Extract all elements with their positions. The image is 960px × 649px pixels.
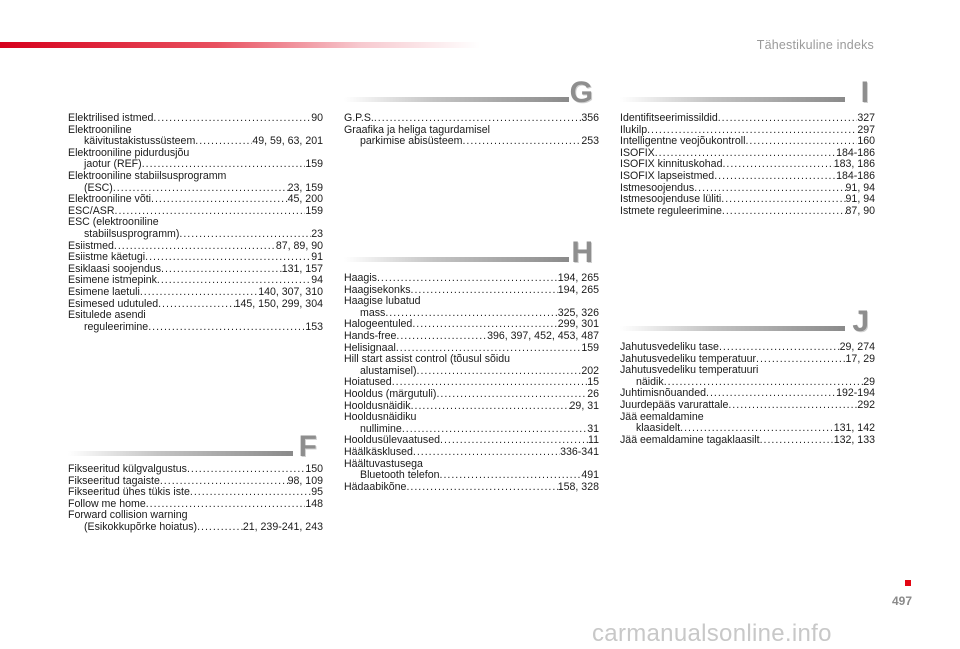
dot-leader (728, 400, 857, 412)
index-entry (344, 459, 599, 482)
dot-leader (153, 113, 311, 125)
index-entry (68, 125, 323, 148)
dot-leader (718, 113, 858, 125)
header-accent-bar (0, 42, 480, 48)
index-term: Jahutusvedeliku tase (620, 341, 719, 353)
index-entry (620, 206, 875, 218)
index-line (620, 342, 875, 354)
index-term: käivitustakistussüsteem (84, 135, 196, 148)
index-page-ref: 356 (581, 112, 599, 124)
index-term: Haagis (344, 272, 377, 284)
index-entry (344, 447, 599, 459)
index-line (344, 354, 599, 366)
index-entry (344, 113, 599, 125)
index-page-ref: 325, 326 (557, 306, 599, 319)
dot-leader (440, 470, 582, 482)
dot-leader (722, 206, 846, 218)
dot-leader (756, 354, 845, 366)
index-entry (620, 412, 875, 435)
section-header-f (68, 422, 323, 462)
dot-leader (411, 401, 570, 413)
index-page-ref: 15 (587, 376, 599, 389)
index-page-ref: 91 (311, 251, 323, 264)
index-term: ESC (elektrooniline (68, 216, 159, 229)
dot-leader (187, 464, 305, 476)
index-list-h (344, 273, 599, 493)
index-page-ref: 253 (581, 135, 599, 148)
index-list-f (68, 464, 323, 534)
index-line (68, 252, 323, 264)
section-letter-g: G (569, 76, 593, 109)
index-term: Esimesed udutuled (68, 297, 159, 310)
index-entry (344, 354, 599, 377)
index-page-ref: 90 (311, 112, 323, 124)
index-term: Graafika ja heliga tagurdamisel (344, 123, 491, 136)
index-term: Hooldusnäidik (344, 399, 411, 412)
index-line (68, 113, 323, 125)
dot-leader (413, 447, 560, 459)
index-list-i (620, 113, 875, 217)
index-term: Haagisekonks (344, 283, 411, 296)
index-term: Haagise lubatud (344, 295, 421, 308)
dot-leader (197, 522, 243, 534)
index-entry (344, 273, 599, 285)
index-page-ref: 11 (588, 434, 599, 447)
section-divider-bar (68, 451, 293, 456)
index-page-ref: 297 (857, 123, 875, 136)
index-page-ref: 194, 265 (557, 283, 599, 296)
dot-leader (436, 389, 587, 401)
page-number: 497 (891, 594, 912, 608)
index-term: Jahutusvedeliku temperatuuri (620, 364, 759, 377)
dot-leader (411, 285, 558, 297)
index-term: Häälkäsklused (344, 445, 413, 458)
dot-leader (140, 287, 258, 299)
index-page-ref: 292 (857, 398, 875, 411)
index-term: Hooldusnäidiku (344, 411, 417, 424)
dot-leader (406, 482, 557, 494)
index-entry (68, 217, 323, 240)
index-term: Elektrooniline (68, 123, 132, 136)
dot-leader (396, 331, 487, 343)
index-term: Follow me home (68, 497, 146, 510)
index-term: Esiistme käetugi (68, 251, 146, 264)
index-term: Elektrooniline võti (68, 193, 152, 206)
index-line (68, 287, 323, 299)
index-term: nullimine (360, 422, 402, 435)
index-line (344, 447, 599, 459)
dot-leader (719, 342, 840, 354)
index-page-ref: 17, 29 (845, 352, 875, 365)
index-page-ref: 91, 94 (845, 193, 875, 206)
index-term: Esimene istmepink (68, 274, 157, 287)
index-page-ref: 29, 31 (569, 399, 599, 412)
index-term: alustamisel) (360, 364, 417, 377)
dot-leader (161, 264, 282, 276)
index-page-ref: 159 (305, 204, 323, 217)
index-list-g (344, 113, 599, 148)
index-term: Halogeentuled (344, 318, 413, 331)
section-header-j (620, 297, 875, 337)
index-page-ref: 23 (311, 227, 323, 240)
index-entry (68, 464, 323, 476)
dot-leader (462, 136, 581, 148)
index-term: G.P.S. (344, 112, 374, 124)
index-term: ISOFIX (620, 146, 655, 159)
index-entry (344, 412, 599, 435)
index-term: Jahutusvedeliku temperatuur (620, 352, 757, 365)
dot-leader (721, 194, 845, 206)
index-page-ref: 183, 186 (833, 158, 875, 171)
index-page-ref: 192-194 (836, 387, 875, 400)
index-entry (620, 113, 875, 125)
index-line (620, 206, 875, 218)
index-line (68, 464, 323, 476)
index-list-e (68, 113, 323, 333)
index-page-ref: 131, 142 (833, 422, 875, 435)
index-page-ref: 140, 307, 310 (258, 285, 323, 298)
index-page-ref: 158, 328 (557, 480, 599, 493)
index-page-ref: 194, 265 (557, 272, 599, 284)
dot-leader (145, 252, 311, 264)
index-entry (68, 148, 323, 171)
index-term: Elektrooniline stabiilsusprogramm (68, 169, 227, 182)
section-divider-bar (344, 97, 569, 102)
index-page-ref: 91, 94 (845, 181, 875, 194)
index-page-ref: 327 (857, 112, 875, 124)
index-page-ref: 150 (305, 463, 323, 475)
section-divider-bar (344, 257, 569, 262)
index-term: Hill start assist control (tõusul sõidu (344, 353, 511, 366)
index-page-ref: 336-341 (560, 445, 599, 458)
index-entry (344, 296, 599, 319)
index-line (68, 229, 323, 241)
index-term: ISOFIX kinnituskohad (620, 158, 723, 171)
section-letter-f: F (298, 430, 317, 463)
section-header-g (344, 68, 599, 108)
index-term: Juurdepääs varurattale (620, 398, 729, 411)
index-term: Istmesoojenduse lüliti (620, 193, 722, 206)
index-line (620, 435, 875, 447)
index-term: Fikseeritud ühes tükis iste (68, 486, 190, 499)
index-term: Intelligentne veojõukontroll (620, 135, 746, 148)
index-page-ref: 29 (863, 375, 875, 388)
index-page-ref: 49, 59, 63, 201 (252, 135, 323, 148)
index-line (344, 136, 599, 148)
index-entry (344, 482, 599, 494)
index-term: Helisignaal (344, 341, 396, 354)
index-page-ref: 87, 90 (845, 204, 875, 217)
index-line (620, 400, 875, 412)
index-page-ref: 396, 397, 452, 453, 487 (487, 329, 599, 342)
index-page-ref: 160 (857, 135, 875, 148)
index-line (344, 470, 599, 482)
index-page-ref: 184-186 (836, 169, 875, 182)
dot-leader (179, 229, 311, 241)
index-page-ref: 29, 274 (839, 341, 875, 353)
index-page-ref: 299, 301 (557, 318, 599, 331)
index-term: Istmesoojendus (620, 181, 695, 194)
index-page-ref: 21, 239-241, 243 (242, 520, 323, 533)
dot-leader (190, 487, 311, 499)
section-letter-j: J (852, 305, 869, 338)
index-page-ref: 23, 159 (287, 181, 323, 194)
index-term: Forward collision warning (68, 509, 188, 522)
index-entry (344, 389, 599, 401)
index-term: Jää eemaldamine tagaklaasilt (620, 433, 760, 446)
section-divider-bar (620, 326, 845, 331)
index-list-j (620, 342, 875, 446)
index-line (68, 322, 323, 334)
index-entry (620, 435, 875, 447)
index-page-ref: 98, 109 (287, 474, 323, 487)
index-entry (620, 194, 875, 206)
index-term: Esiklaasi soojendus (68, 262, 162, 275)
dot-leader (722, 159, 833, 171)
watermark-text: carmanualsonline.info (592, 620, 832, 647)
index-page-ref: 184-186 (836, 146, 875, 159)
index-line (344, 113, 599, 125)
dot-leader (417, 366, 582, 378)
page-marker-dot (905, 580, 911, 586)
index-entry (68, 252, 323, 264)
dot-leader (377, 273, 558, 285)
index-term: (Esikokkupõrke hoiatus) (84, 520, 198, 533)
index-page-ref: 145, 150, 299, 304 (234, 297, 323, 310)
index-entry (344, 331, 599, 343)
index-page-ref: 95 (311, 486, 323, 499)
index-line (344, 412, 599, 424)
index-term: Hädaabikõne (344, 480, 407, 493)
index-line (344, 482, 599, 494)
index-page-ref: 159 (305, 158, 323, 171)
dot-leader (374, 113, 581, 125)
index-term: Juhtimisnõuanded (620, 387, 706, 400)
index-entry (68, 113, 323, 125)
index-entry (68, 194, 323, 206)
index-term: Fikseeritud tagaiste (68, 474, 160, 487)
index-term: Istmete reguleerimine (620, 204, 722, 217)
index-line (344, 273, 599, 285)
index-term: Esimene laetuli (68, 285, 140, 298)
index-page-ref: 94 (311, 274, 323, 287)
index-term: Elektrooniline pidurdusjõu (68, 146, 190, 159)
index-page-ref: 153 (305, 320, 323, 333)
index-entry (620, 365, 875, 388)
index-term: ESC/ASR (68, 204, 115, 217)
section-letter-i: I (860, 76, 869, 109)
index-page-ref: 45, 200 (287, 193, 323, 206)
index-page-ref: 159 (581, 341, 599, 354)
index-term: mass (360, 306, 386, 319)
index-term: Identifitseerimissildid (620, 112, 718, 124)
dot-leader (195, 136, 252, 148)
index-term: reguleerimine (84, 320, 149, 333)
dot-leader (151, 194, 288, 206)
index-line (344, 389, 599, 401)
dot-leader (148, 322, 305, 334)
index-page-ref: 87, 89, 90 (275, 239, 323, 252)
section-header-i (620, 68, 875, 108)
index-term: Fikseeritud külgvalgustus (68, 463, 187, 475)
index-term: näidik (636, 375, 664, 388)
dot-leader (680, 423, 834, 435)
index-term: Bluetooth telefon (360, 469, 440, 482)
index-term: (ESC) (84, 181, 113, 194)
index-line (620, 113, 875, 125)
index-entry (68, 310, 323, 333)
index-line (68, 194, 323, 206)
index-page-ref: 132, 133 (833, 433, 875, 446)
index-line (344, 331, 599, 343)
index-page-ref: 31 (587, 422, 599, 435)
index-term: Hooldusülevaatused (344, 434, 441, 447)
index-line (68, 522, 323, 534)
section-divider-bar (620, 97, 845, 102)
index-entry (620, 342, 875, 354)
index-term: Esitulede asendi (68, 309, 146, 322)
index-term: jaotur (REF) (84, 158, 142, 171)
index-term: Jää eemaldamine (620, 410, 704, 423)
index-term: parkimise abisüsteem (360, 135, 463, 148)
index-term: Häältuvastusega (344, 457, 423, 470)
index-term: Elektrilised istmed (68, 112, 154, 124)
index-line (620, 194, 875, 206)
index-entry (68, 287, 323, 299)
index-term: Ilukilp (620, 123, 648, 136)
dot-leader (158, 299, 235, 311)
index-line (620, 171, 875, 183)
dot-leader (714, 171, 836, 183)
index-term: Hooldus (märgutuli) (344, 387, 437, 400)
index-entry (68, 171, 323, 194)
index-entry (344, 125, 599, 148)
page-header-title: Tähestikuline indeks (756, 38, 874, 52)
dot-leader (760, 435, 834, 447)
index-line (68, 171, 323, 183)
index-entry (68, 510, 323, 533)
index-term: klaasidelt (636, 422, 681, 435)
index-term: stabiilsusprogramm) (84, 227, 180, 240)
index-page-ref: 202 (581, 364, 599, 377)
index-page-ref: 131, 157 (281, 262, 323, 275)
index-page-ref: 148 (305, 497, 323, 510)
index-entry (620, 171, 875, 183)
index-entry (620, 400, 875, 412)
index-term: Esiistmed (68, 239, 114, 252)
section-header-h (344, 228, 599, 268)
index-term: Hands-free (344, 329, 397, 342)
index-line (68, 310, 323, 322)
index-term: Hoiatused (344, 376, 392, 389)
index-page-ref: 491 (581, 469, 599, 482)
index-term: ISOFIX lapseistmed (620, 169, 715, 182)
section-letter-h: H (571, 236, 593, 269)
index-line (620, 423, 875, 435)
index-page-ref: 26 (587, 387, 599, 400)
